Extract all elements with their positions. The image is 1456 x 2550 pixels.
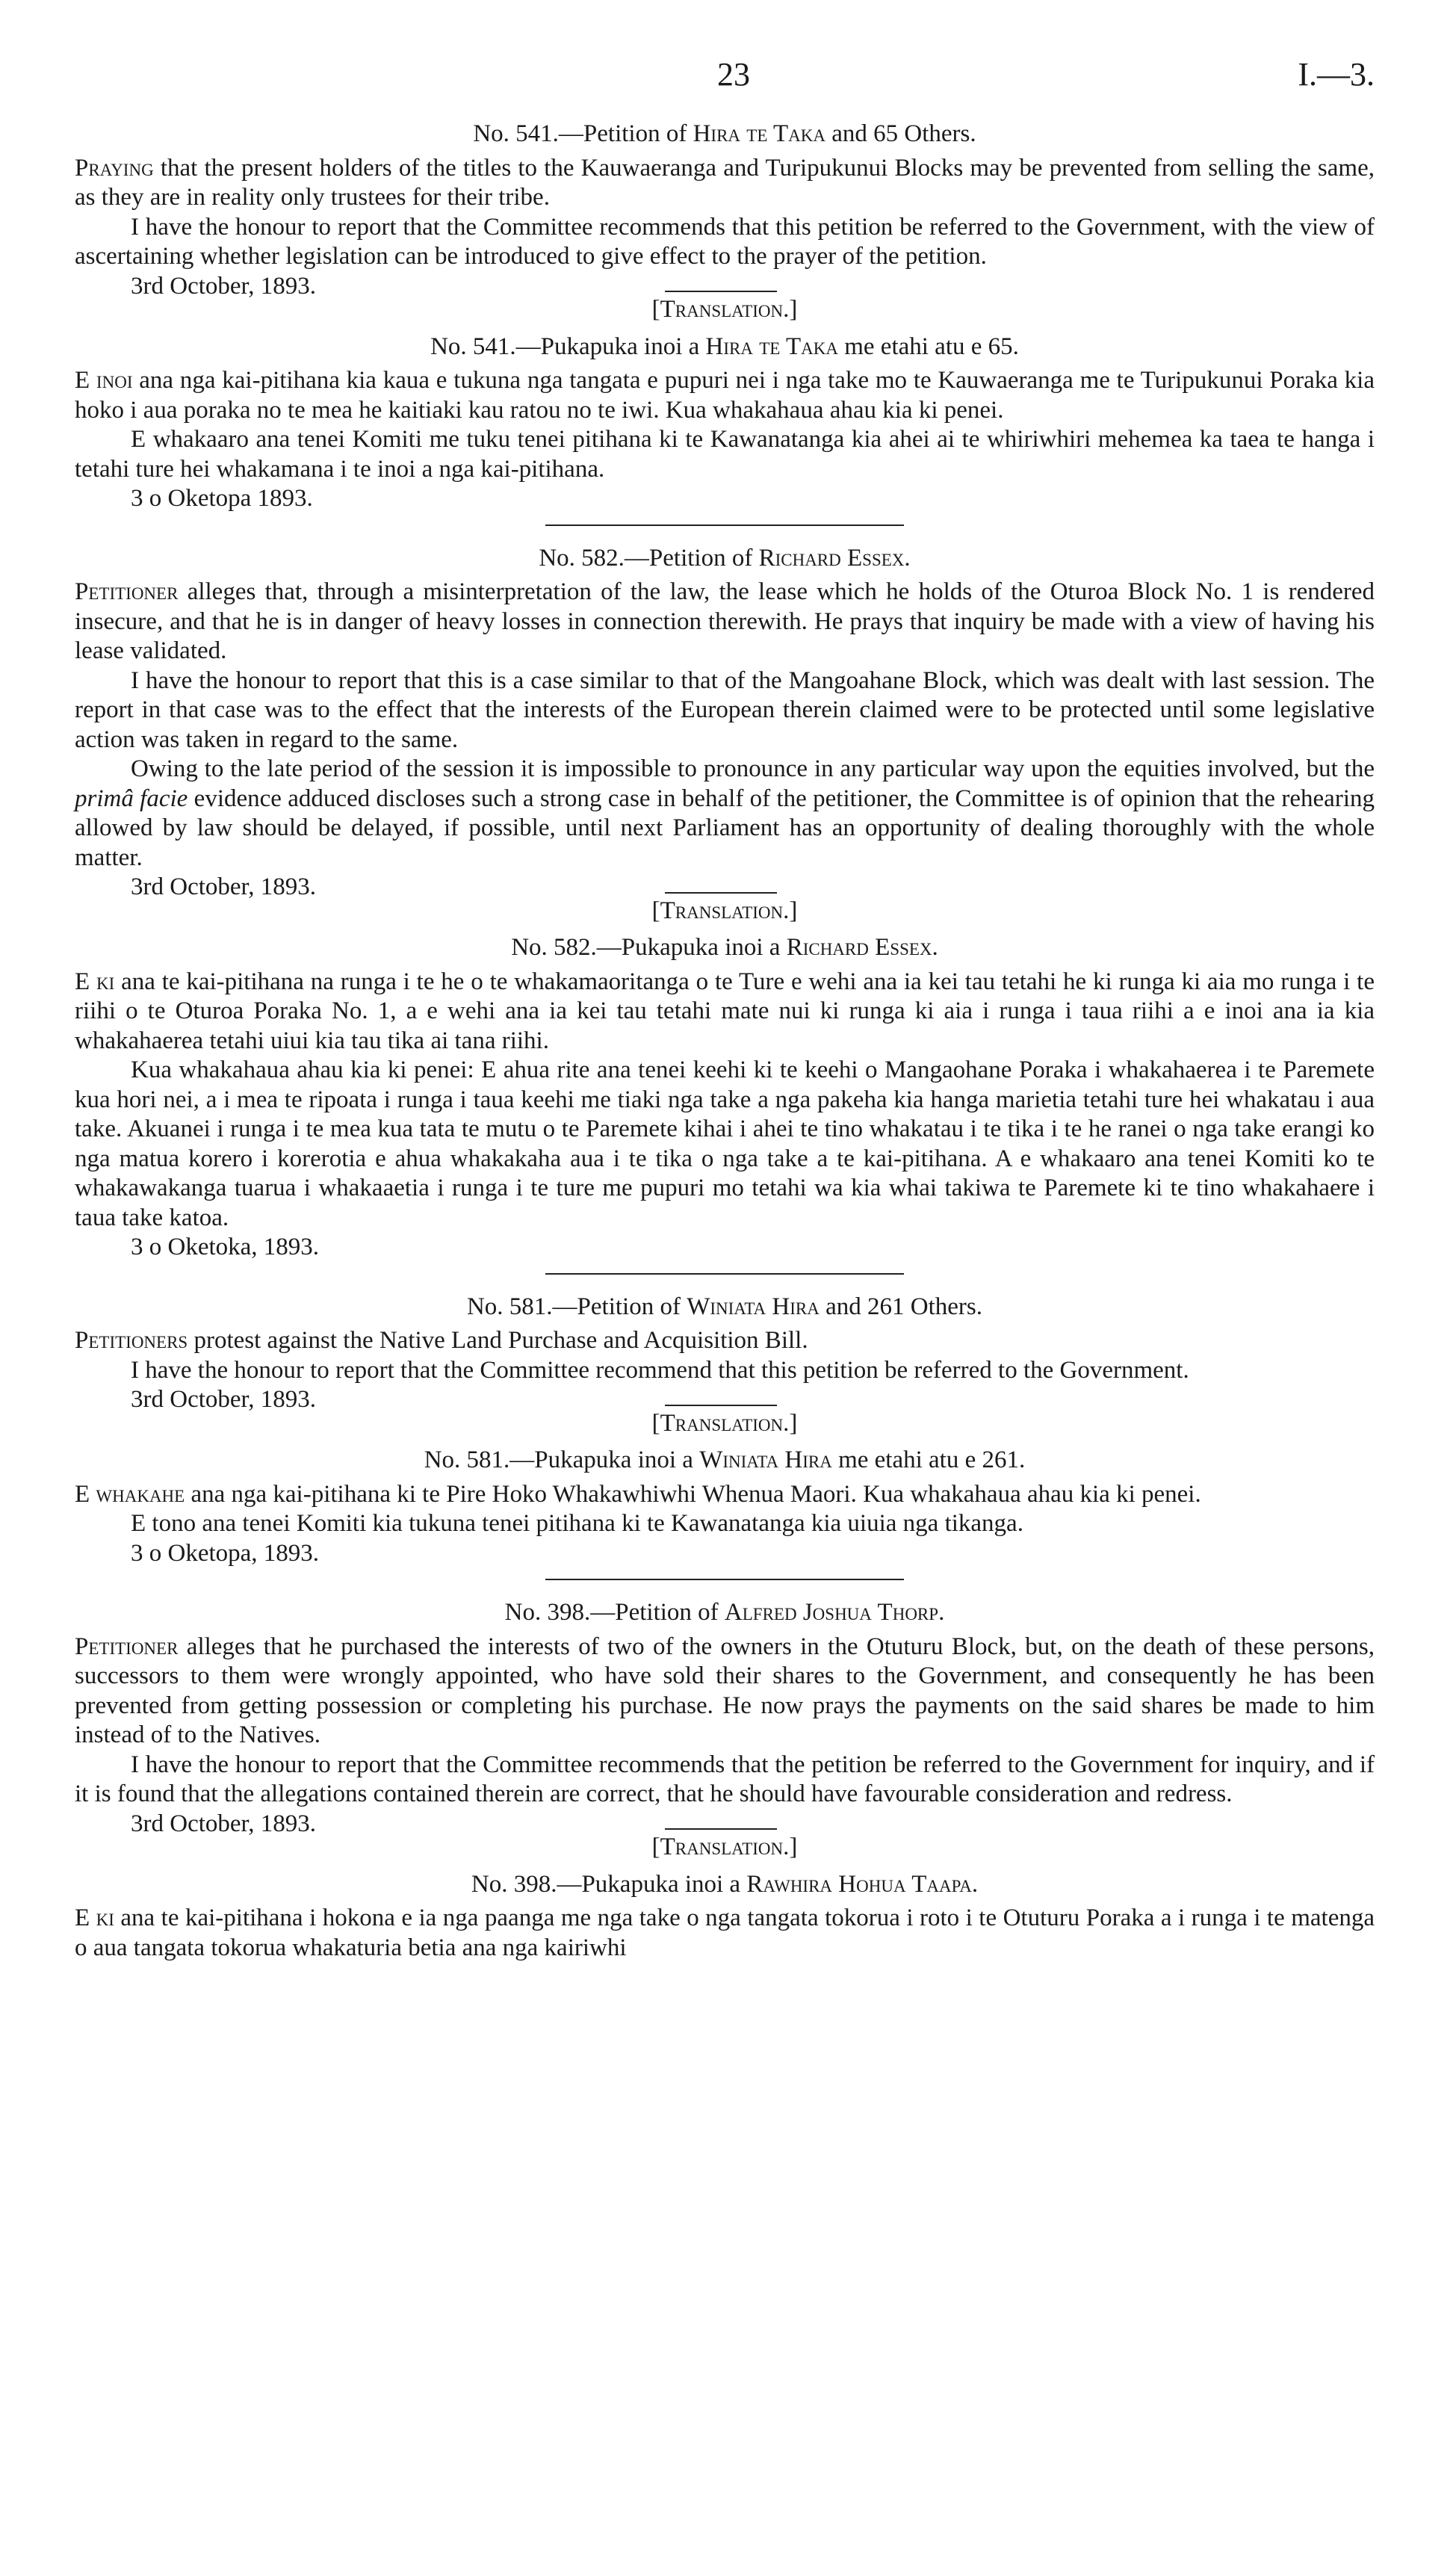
page-number: 23 (717, 56, 750, 93)
committee-opinion: Owing to the late period of the session it is impossible to pronounce in any particular way upon the equities involved, but the primâ facie evidence adduced discloses such a strong case in behalf of the petitioner, the Committee is of opinion that the rehearing allowed by law should be delayed, if possible, until next Parliament has an opportunity of dealing thoroughly with the whole matter. (75, 755, 1375, 871)
translation-date: 3 o Oketopa 1893. (131, 485, 313, 512)
petition-heading: No. 581.—Petition of Winiata Hira and 261 Others. (466, 1293, 983, 1320)
page-header (75, 52, 1375, 112)
petition-summary: Petitioner alleges that, through a misinterpretation of the law, the lease which he holds of the Oturoa Block No. 1 is rendered insecure, and that he is in danger of heavy losses in connection therewith. He prays that inquiry be made with a view of having his lease validated. (75, 578, 1375, 664)
petition-581 (75, 1293, 1375, 1581)
report-date: 3rd October, 1893. (131, 873, 316, 900)
short-divider (665, 291, 777, 292)
translation-summary: E ki ana te kai-pitihana i hokona e ia nga paanga me nga take o nga tangata tokorua i roto i te Otuturu Poraka a i runga i te matenga o aua tangata tokorua whakaturia betia ana nga kairiwhi (75, 1904, 1375, 1961)
translation-label: [Translation.] (651, 1833, 798, 1860)
translation-summary: E ki ana te kai-pitihana na runga i te he o te whakamaoritanga o te Ture e wehi ana ia kei tau tetahi he ki runga ki aia mo runga i te riihi o te Oturoa Poraka No. 1, a e wehi ana ia kei tau tetahi mate nui ki runga ki aia i runga i taua riihi a e inoi ana ia kia whakahaerea tetahi uiui kia tau tika ai tana riihi. (75, 968, 1375, 1054)
translation-heading: No. 541.—Pukapuka inoi a Hira te Taka me etahi atu e 65. (430, 332, 1019, 360)
petition-541 (75, 120, 1375, 526)
report-date: 3rd October, 1893. (131, 1810, 316, 1837)
committee-report: I have the honour to report that the Committee recommends that this petition be referred to the Government, with the view of ascertaining whether legislation can be introduced to give effect to the prayer of the petition. (75, 213, 1375, 270)
petition-heading: No. 541.—Petition of Hira te Taka and 65 Others. (473, 120, 976, 147)
page (75, 52, 1375, 1967)
petition-heading: No. 398.—Petition of Alfred Joshua Thorp. (504, 1599, 945, 1626)
translation-label: [Translation.] (651, 296, 798, 323)
translation-heading: No. 582.—Pukapuka inoi a Richard Essex. (511, 934, 938, 961)
translation-label: [Translation.] (651, 897, 798, 924)
petition-summary: Praying that the present holders of the titles to the Kauwaeranga and Turipukunui Blocks may be prevented from selling the same, as they are in reality only trustees for their tribe. (75, 154, 1375, 211)
translation-summary: E whakahe ana nga kai-pitihana ki te Pire Hoko Whakawhiwhi Whenua Maori. Kua whakahaua ahau kia ki penei. (75, 1480, 1201, 1508)
translation-label: [Translation.] (651, 1409, 798, 1437)
translation-date: 3 o Oketoka, 1893. (131, 1234, 320, 1260)
committee-report: I have the honour to report that the Committee recommend that this petition be referred to the Government. (131, 1356, 1189, 1384)
translation-heading: No. 398.—Pukapuka inoi a Rawhira Hohua Taapa. (471, 1870, 979, 1898)
translation-date: 3 o Oketopa, 1893. (131, 1539, 320, 1567)
section-divider (545, 1579, 904, 1580)
committee-report: I have the honour to report that this is a case similar to that of the Mangoahane Block, which was dealt with last session. The report in that case was to the effect that the interests of the European therein claimed were to be protected until some legislative action was taken in regard to the same. (75, 666, 1375, 753)
report-date: 3rd October, 1893. (131, 1386, 316, 1413)
petition-summary: Petitioner alleges that he purchased the interests of two of the owners in the Otuturu Block, but, on the death of these persons, successors to them were wrongly appointed, who have sold their shares to the Government, and consequently he has been prevented from getting possession or completing his purchase. He now prays the payments on the said shares be made to him instead of to the Natives. (75, 1633, 1375, 1748)
translation-report: E whakaaro ana tenei Komiti me tuku tenei pitihana ki te Kawanatanga kia ahei ai te whiriwhiri mehemea ka taea te hanga i tetahi ture hei whakamana i te inoi a nga kai-pitihana. (75, 426, 1375, 483)
section-divider (545, 524, 904, 526)
short-divider (665, 1405, 777, 1406)
translation-report: E tono ana tenei Komiti kia tukuna tenei pitihana ki te Kawanatanga kia uiuia nga tikanga. (131, 1510, 1023, 1537)
short-divider (665, 1828, 777, 1830)
translation-report: Kua whakahaua ahau kia ki penei: E ahua rite ana tenei keehi ki te keehi o Mangaohane Poraka i whakahaerea i te Paremete kua hori nei, a i mea te ripoata i runga i taua keehi me tiaki nga take a nga pakeha kia hanga marietia tetahi ture hei whakatau i aua take. Akuanei i runga i te mea kua tata te mutu o te Paremete kihai i ahei te tino whakatau i te tika i te he ranei o nga take erangi ko nga matua korero i korerotia e ahua whakakaha aua i te tika o nga take a te kai-pitihana. A e whakaaro ana tenei Komiti ko te whakawakanga tuarua i whakaaetia i runga i te ture me pupuri mo tetahi wa kia whai takiwa te Paremete ki te tino whakahaere i taua take katoa. (75, 1056, 1375, 1231)
translation-heading: No. 581.—Pukapuka inoi a Winiata Hira me etahi atu e 261. (424, 1446, 1026, 1473)
document-reference: I.—3. (1298, 56, 1375, 93)
translation-summary: E inoi ana nga kai-pitihana kia kaua e tukuna nga tangata e pupuri nei i nga take mo te Kauwaeranga me te Turipukunui Poraka kia hoko i aua poraka no te mea he kaitiaki kau ratou no te iwi. Kua whakahaua ahau kia ki penei. (75, 367, 1375, 424)
section-divider (545, 1273, 904, 1275)
committee-report: I have the honour to report that the Committee recommends that the petition be referred to the Government for inquiry, and if it is found that the allegations contained therein are correct, that he should have favourable consideration and redress. (75, 1751, 1375, 1807)
petition-summary: Petitioners protest against the Native Land Purchase and Acquisition Bill. (75, 1327, 808, 1354)
petition-398 (75, 1598, 1375, 1963)
report-date: 3rd October, 1893. (131, 272, 316, 300)
petition-heading: No. 582.—Petition of Richard Essex. (539, 544, 911, 572)
short-divider (665, 892, 777, 894)
petition-582 (75, 544, 1375, 1275)
